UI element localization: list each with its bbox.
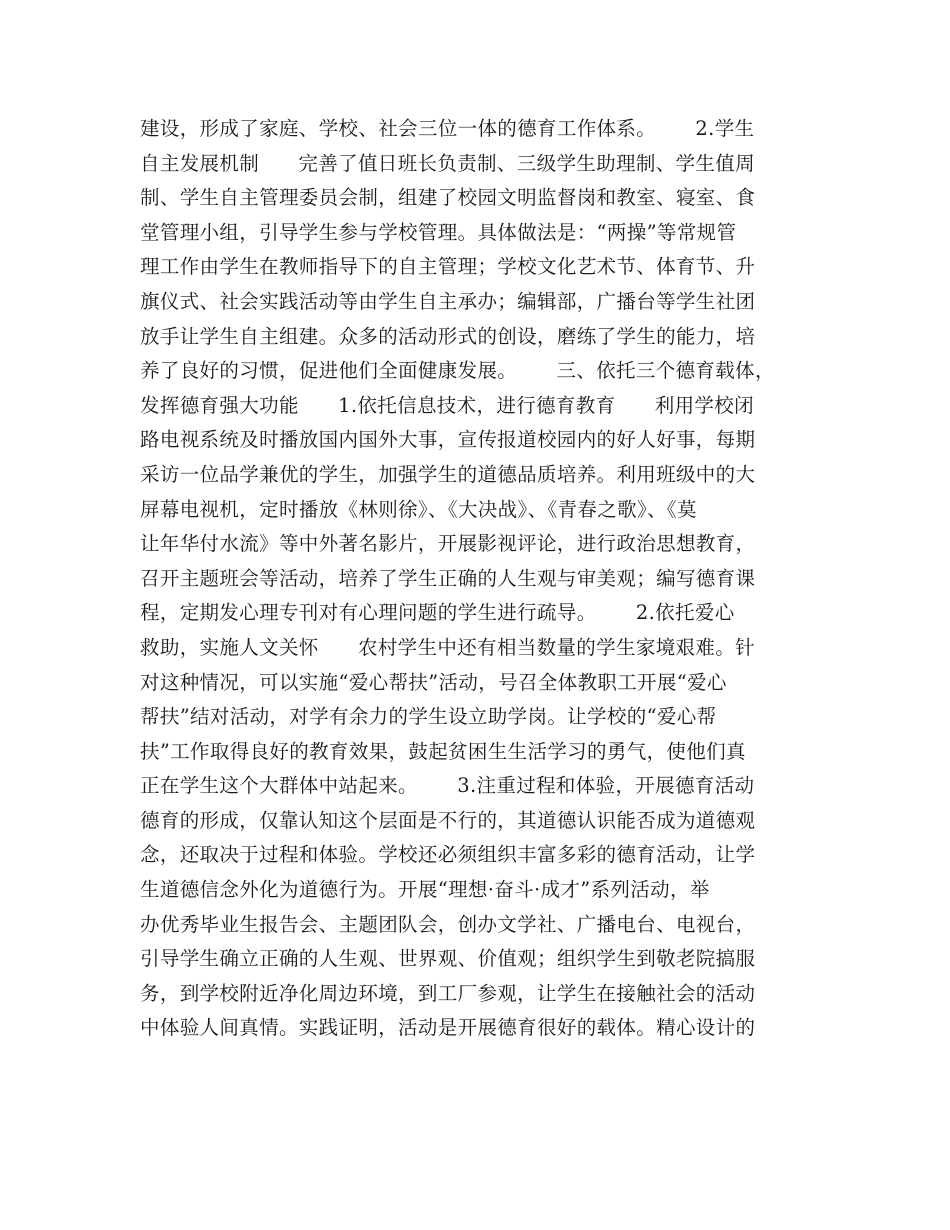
text-line: 养了良好的习惯，促进他们全面健康发展。 三、依托三个德育载体，	[140, 359, 775, 383]
text-line: 务，到学校附近净化周边环境，到工厂参观，让学生在接触社会的活动	[140, 981, 756, 1005]
text-line: 对这种情况，可以实施“爱心帮扶”活动，号召全体教职工开展“爱心	[140, 670, 727, 694]
text-line: 德育的形成，仅靠认知这个层面是不行的，其道德认识能否成为道德观	[140, 808, 756, 832]
text-line: 念，还取决于过程和体验。学校还必须组织丰富多彩的德育活动，让学	[140, 843, 756, 867]
text-line: 中体验人间真情。实践证明，活动是开展德育很好的载体。精心设计的	[140, 1016, 756, 1040]
text-line: 扶”工作取得良好的教育效果，鼓起贫困生生活学习的勇气，使他们真	[140, 739, 746, 763]
text-line: 建设，形成了家庭、学校、社会三位一体的德育工作体系。 2.学生	[140, 117, 755, 140]
text-line: 制、学生自主管理委员会制，组建了校园文明监督岗和教室、寝室、食	[140, 186, 756, 210]
text-line: 救助，实施人文关怀 农村学生中还有相当数量的学生家境艰难。针	[140, 635, 755, 659]
text-line: 办优秀毕业生报告会、主题团队会，创办文学社、广播电台、电视台，	[140, 912, 756, 936]
text-line: 采访一位品学兼优的学生，加强学生的道德品质培养。利用班级中的大	[140, 462, 756, 486]
text-line: 正在学生这个大群体中站起来。 3.注重过程和体验，开展德育活动	[140, 774, 755, 798]
text-line: 程，定期发心理专刊对有心理问题的学生进行疏导。 2.依托爱心	[140, 601, 735, 625]
text-line: 自主发展机制 完善了值日班长负责制、三级学生助理制、学生值周	[140, 151, 755, 175]
text-line: 生道德信念外化为道德行为。开展“理想·奋斗·成才”系列活动，举	[140, 878, 710, 902]
body-text	[140, 112, 820, 1046]
text-line: 发挥德育强大功能 1.依托信息技术，进行德育教育 利用学校闭	[140, 393, 754, 417]
text-line: 引导学生确立正确的人生观、世界观、价值观；组织学生到敬老院搞服	[140, 947, 756, 971]
text-line: 理工作由学生在教师指导下的自主管理；学校文化艺术节、体育节、升	[140, 255, 756, 279]
text-line: 召开主题班会等活动，培养了学生正确的人生观与审美观；编写德育课	[140, 566, 756, 590]
text-line: 路电视系统及时播放国内国外大事，宣传报道校园内的好人好事，每期	[140, 428, 756, 452]
text-line: 让年华付水流》等中外著名影片，开展影视评论，进行政治思想教育，	[140, 532, 756, 556]
text-line: 放手让学生自主组建。众多的活动形式的创设，磨练了学生的能力，培	[140, 324, 756, 348]
text-line: 帮扶”结对活动，对学有余力的学生设立助学岗。让学校的“爱心帮	[140, 705, 717, 729]
text-line: 屏幕电视机，定时播放《林则徐》、《大决战》、《青春之歌》、《莫	[140, 497, 697, 521]
text-line: 堂管理小组，引导学生参与学校管理。具体做法是：“两操”等常规管	[140, 220, 737, 244]
text-line: 旗仪式、社会实践活动等由学生自主承办；编辑部，广播台等学生社团	[140, 289, 756, 313]
